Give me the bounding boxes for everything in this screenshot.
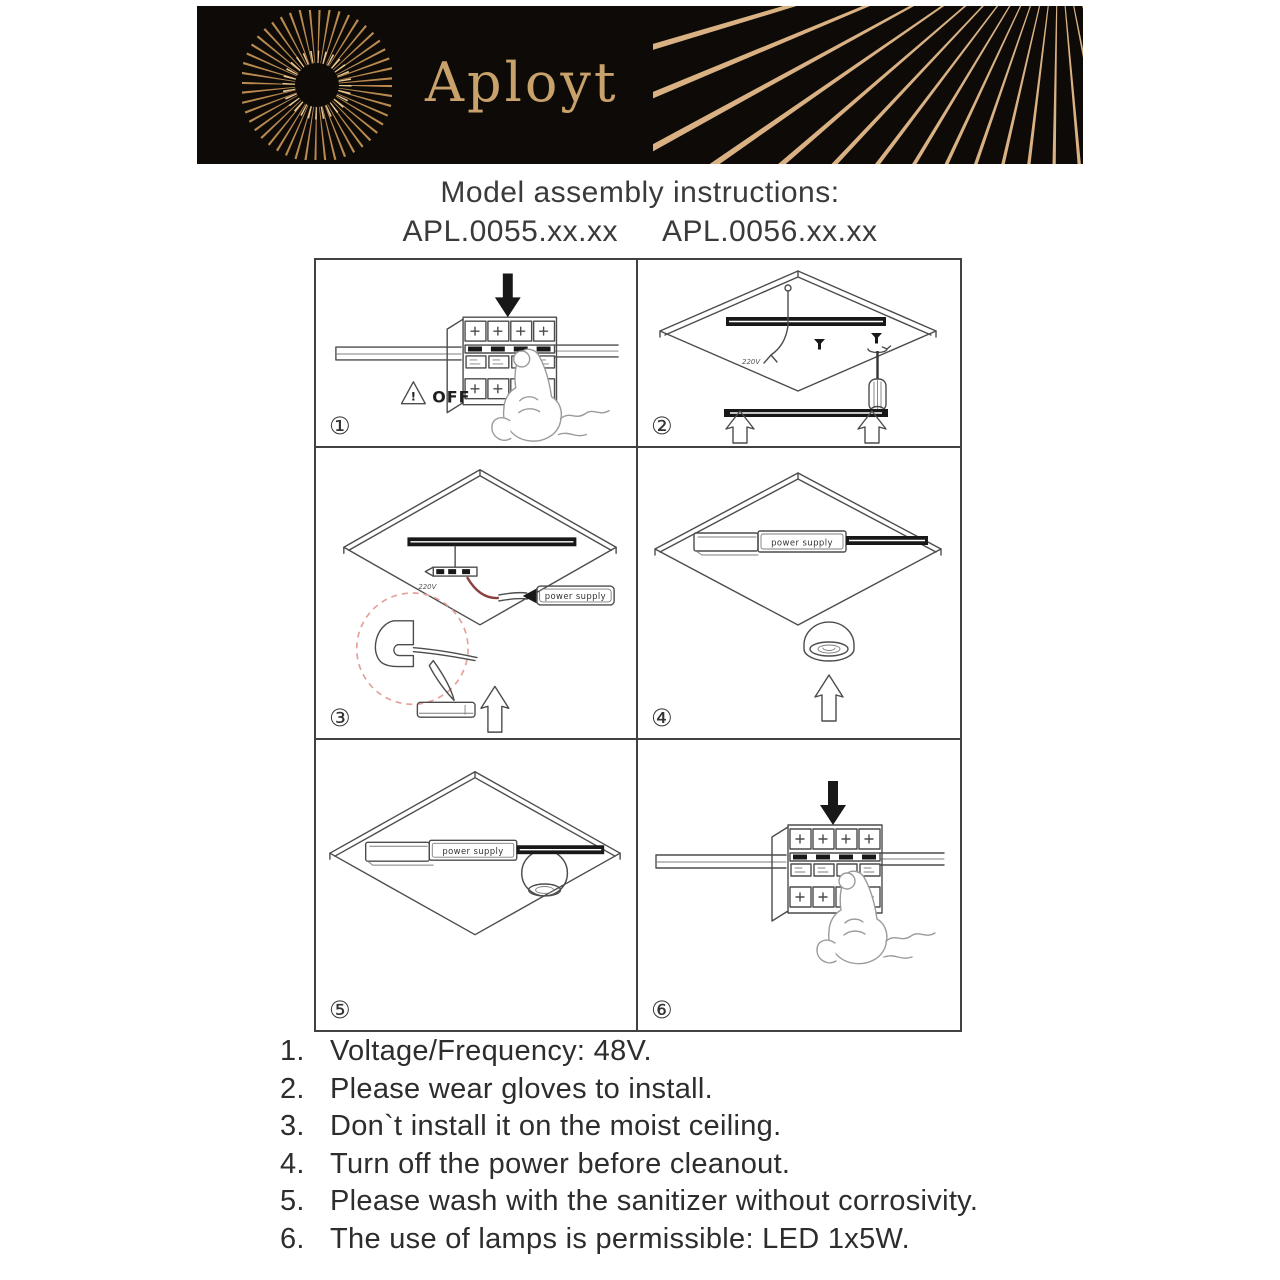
lift-up-arrow-icon (815, 675, 843, 721)
screw-icon (871, 333, 882, 344)
model-number-2: APL.0056.xx.xx (662, 215, 878, 248)
instruction-number: 1. (280, 1035, 305, 1067)
instruction-number: 4. (280, 1147, 305, 1180)
brand-banner (197, 6, 1083, 164)
instruction-item-5 (280, 1183, 1100, 1221)
step-number-3: ③ (329, 704, 351, 732)
instruction-item-4 (280, 1146, 1100, 1184)
instruction-item-2 (280, 1071, 1100, 1109)
assembly-step-3-panel (316, 448, 638, 740)
brand-name: Aployt (425, 50, 619, 114)
instruction-text: Please wash with the sanitizer without corrosivity. (330, 1185, 979, 1217)
screw-icon (814, 339, 825, 350)
instruction-item-6 (280, 1221, 1100, 1259)
page-title: Model assembly instructions: (440, 176, 840, 209)
step-6-diagram-power-on (638, 740, 960, 1030)
instruction-number: 5. (280, 1185, 305, 1217)
off-label: OFF (432, 387, 471, 407)
assembly-step-2-panel (638, 260, 960, 448)
voltage-label: 220V (418, 583, 437, 592)
power-supply-box (429, 840, 516, 860)
press-down-arrow-icon (495, 273, 521, 317)
model-numbers (0, 215, 1280, 249)
instruction-text: Turn off the power before cleanout. (330, 1147, 791, 1180)
step-1-diagram-power-off (316, 260, 636, 446)
assembly-step-1-panel (316, 260, 638, 448)
instruction-item-3 (280, 1108, 1100, 1146)
instruction-text: Please wear gloves to install. (330, 1072, 713, 1105)
lift-up-arrow-icon (481, 686, 509, 732)
step-number-6: ⑥ (651, 996, 673, 1024)
instruction-number: 2. (280, 1072, 305, 1105)
detail-zoom-circle (357, 593, 468, 704)
assembly-steps-grid (314, 258, 962, 1032)
assembly-step-4-panel (638, 448, 960, 740)
step-5-diagram-lamp-installed (316, 740, 636, 1030)
hand-pressing-icon (492, 349, 609, 441)
power-supply-box (758, 531, 846, 552)
assembly-step-5-panel (316, 740, 638, 1030)
instruction-item-1 (280, 1033, 1100, 1071)
power-supply-label: power supply (544, 590, 607, 601)
step-2-diagram-mount-bracket (638, 260, 960, 446)
model-number-1: APL.0055.xx.xx (402, 215, 618, 248)
sunburst-logo-icon (242, 10, 392, 160)
step-number-4: ④ (651, 704, 673, 732)
instruction-number: 3. (280, 1110, 305, 1142)
cover-part (417, 702, 475, 717)
svg-text:!: ! (410, 389, 417, 404)
voltage-label: 220V (742, 358, 761, 366)
power-supply-box (537, 586, 615, 605)
fingertip (514, 351, 530, 367)
hand-pressing-icon (817, 871, 935, 963)
instruction-text: Voltage/Frequency: 48V. (330, 1035, 652, 1067)
power-supply-label: power supply (771, 538, 833, 549)
step-number-5: ⑤ (329, 996, 351, 1024)
instructions-list (280, 1033, 1100, 1258)
fingertip (839, 873, 855, 889)
step-4-diagram-attach-lamp (638, 448, 960, 738)
lamp (804, 622, 854, 661)
corner-rays-decoration (653, 6, 1083, 164)
press-down-arrow-icon (820, 781, 846, 825)
instruction-text: The use of lamps is permissible: LED 1x5W. (330, 1222, 910, 1255)
power-supply-label: power supply (442, 846, 504, 857)
step-number-2: ② (651, 412, 673, 440)
step-number-1: ① (329, 412, 351, 440)
lamp (522, 850, 568, 896)
assembly-step-6-panel (638, 740, 960, 1030)
instruction-text: Don`t install it on the moist ceiling. (330, 1110, 782, 1142)
step-3-diagram-connect-power-supply (316, 448, 636, 738)
instruction-number: 6. (280, 1222, 305, 1255)
title-block (0, 176, 1280, 249)
